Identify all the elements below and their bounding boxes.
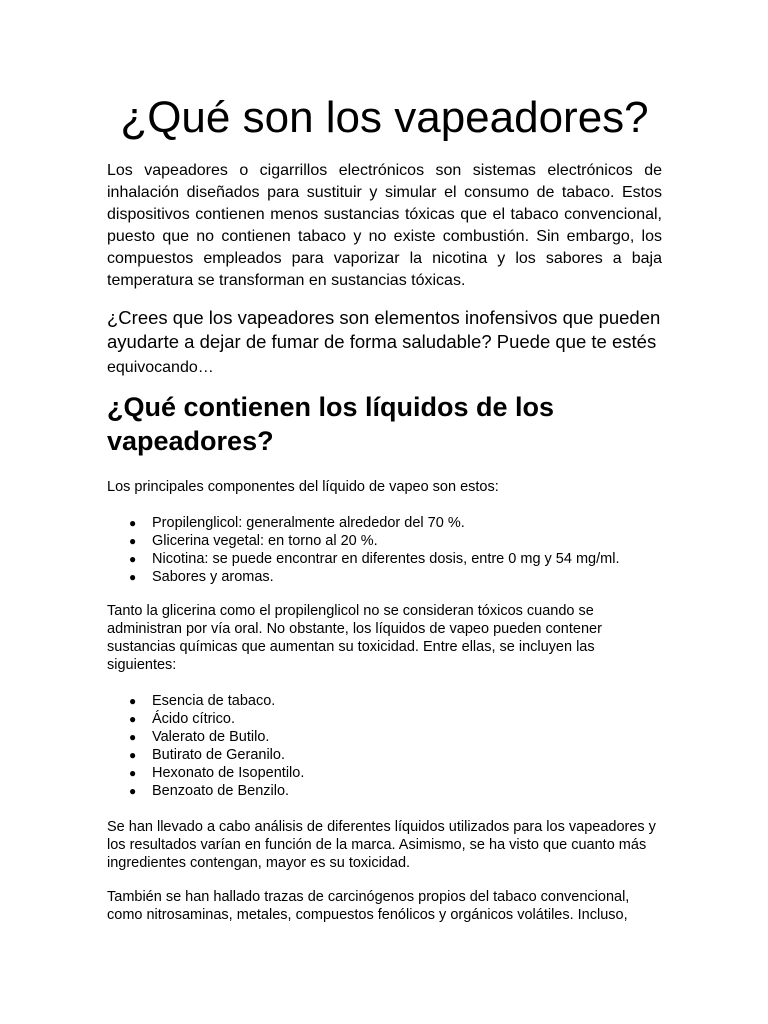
list-item-text: Valerato de Butilo.	[152, 729, 270, 745]
analysis-paragraph: Se han llevado a cabo análisis de diferentes líquidos utilizados para los vapeadores y los resultados varían en función de la marca. Asimismo, se ha visto que cuanto más ingredientes contengan, mayor es su toxicidad.	[107, 819, 656, 871]
substances-list	[107, 692, 662, 800]
bullet-icon: ●	[129, 730, 137, 744]
list-item	[107, 550, 662, 568]
bullet-icon: ●	[129, 748, 137, 762]
list-item-text: Ácido cítrico.	[152, 711, 235, 727]
bullet-icon: ●	[129, 516, 137, 530]
section-heading: ¿Qué contienen los líquidos de los vapeadores?	[107, 392, 555, 456]
question-main-text: ¿Crees que los vapeadores son elementos inofensivos que pueden ayudarte a dejar de fumar de forma saludable? Puede que te estés	[107, 307, 661, 352]
list-item-text: Propilenglicol: generalmente alrededor del 70 %.	[152, 515, 465, 531]
components-list	[107, 514, 662, 586]
bullet-icon: ●	[129, 570, 137, 584]
list-item-text: Esencia de tabaco.	[152, 693, 276, 709]
bullet-icon: ●	[129, 694, 137, 708]
list-item	[107, 728, 662, 746]
carcinogens-paragraph: También se han hallado trazas de carcinógenos propios del tabaco convencional, como nitrosaminas, metales, compuestos fenólicos y orgánicos volátiles. Incluso,	[107, 889, 630, 923]
list-item	[107, 746, 662, 764]
question-tail-text: equivocando…	[107, 359, 214, 376]
bullet-icon: ●	[129, 552, 137, 566]
list-item	[107, 782, 662, 800]
list-item	[107, 710, 662, 728]
list-item	[107, 764, 662, 782]
list-item-text: Sabores y aromas.	[152, 569, 274, 585]
bullet-icon: ●	[129, 712, 137, 726]
list-item-text: Glicerina vegetal: en torno al 20 %.	[152, 533, 378, 549]
bullet-icon: ●	[129, 534, 137, 548]
intro-paragraph: Los vapeadores o cigarrillos electrónicos son sistemas electrónicos de inhalación diseñados para sustituir y simular el consumo de tabaco. Estos dispositivos contienen menos sustancias tóxicas que el tabaco convencional, puesto que no contienen tabaco y no existe combustión. Sin embargo, los compuestos empleados para vaporizar la nicotina y los sabores a baja temperatura se transforman en sustancias tóxicas.	[107, 162, 662, 289]
list-item-text: Hexonato de Isopentilo.	[152, 765, 305, 781]
list-item	[107, 514, 662, 532]
bullet-icon: ●	[129, 766, 137, 780]
list-item	[107, 568, 662, 586]
components-intro-paragraph: Los principales componentes del líquido de vapeo son estos:	[107, 479, 499, 495]
list-item-text: Butirato de Geranilo.	[152, 747, 285, 763]
bullet-icon: ●	[129, 784, 137, 798]
question-paragraph	[107, 306, 662, 380]
list-item-text: Nicotina: se puede encontrar en diferentes dosis, entre 0 mg y 54 mg/ml.	[152, 551, 620, 567]
toxicity-paragraph: Tanto la glicerina como el propilenglicol no se consideran tóxicos cuando se administran por vía oral. No obstante, los líquidos de vapeo pueden contener sustancias químicas que aumentan su toxicidad. Entre ellas, se incluyen las siguientes:	[107, 603, 602, 673]
page-title: ¿Qué son los vapeadores?	[120, 93, 649, 142]
list-item-text: Benzoato de Benzilo.	[152, 783, 290, 799]
list-item	[107, 692, 662, 710]
list-item	[107, 532, 662, 550]
